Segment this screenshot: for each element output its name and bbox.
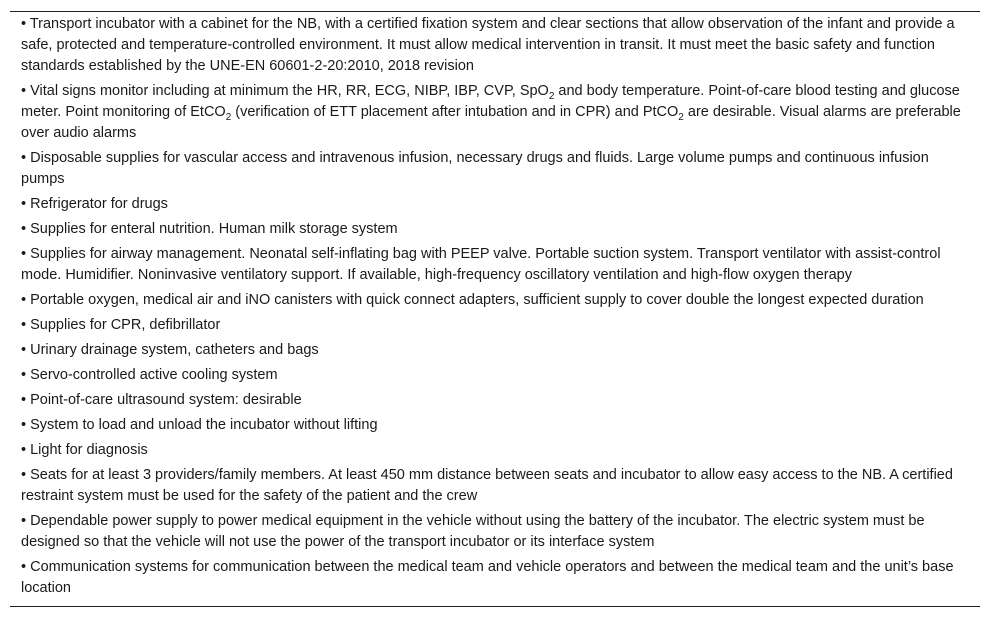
table-row [10,439,980,462]
row-text: (verification of ETT placement after intubation and in CPR) and PtCO [231,104,679,120]
row-text: • System to load and unload the incubator without lifting [21,417,378,433]
row-text: • Communication systems for communication between the medical team and vehicle operators and between the medical team and the unit’s base location [21,559,954,596]
table-row [10,414,980,437]
row-text: • Transport incubator with a cabinet for the NB, with a certified fixation system and clear sections that allow observation of the infant and provide a safe, protected and temperature-controlled environment. It must allow medical intervention in transit. It must meet the basic safety and function standards established by the UNE-EN 60601-2-20:2010, 2018 revision [21,16,955,74]
row-text: • Refrigerator for drugs [21,196,168,212]
row-text: • Light for diagnosis [21,442,148,458]
row-text: • Supplies for enteral nutrition. Human milk storage system [21,221,398,237]
subscript-text: 2 [678,112,684,123]
table-row [10,364,980,387]
table-row [10,389,980,412]
row-text: • Dependable power supply to power medical equipment in the vehicle without using the battery of the incubator. The electric system must be designed so that the vehicle will not use the power of the transport incubator or its interface system [21,513,925,550]
table-row [10,556,980,600]
table-row [10,218,980,241]
row-text: are desirable. Visual alarms are preferable over audio alarms [21,104,961,141]
row-text: • Portable oxygen, medical air and iNO canisters with quick connect adapters, sufficient supply to cover double the longest expected duration [21,292,924,308]
row-text: • Point-of-care ultrasound system: desirable [21,392,302,408]
requirements-table [10,11,980,607]
table-row [10,13,980,78]
row-text: • Supplies for CPR, defibrillator [21,317,221,333]
row-text: • Supplies for airway management. Neonatal self-inflating bag with PEEP valve. Portable suction system. Transport ventilator with assist-control mode. Humidifier. Noninvasive ventilatory support. If available, high-frequency oscillatory ventilation and high-flow oxygen therapy [21,246,941,283]
table-row [10,464,980,508]
subscript-text: 2 [548,91,555,102]
row-text: • Disposable supplies for vascular access and intravenous infusion, necessary drugs and fluids. Large volume pumps and continuous infusion pumps [21,150,929,187]
table-row [10,510,980,554]
table-row [10,339,980,362]
row-text: and body temperature. Point-of-care blood testing and glucose meter. Point monitoring of EtCO [21,83,960,120]
row-text: • Vital signs monitor including at minimum the HR, RR, ECG, NIBP, IBP, CVP, SpO [21,83,549,99]
table-row [10,193,980,216]
subscript-text: 2 [225,112,232,123]
table-row [10,289,980,312]
table-row [10,314,980,337]
table-row [10,80,980,145]
table-row [10,147,980,191]
row-text: • Urinary drainage system, catheters and bags [21,342,319,358]
row-text: • Servo-controlled active cooling system [21,367,278,383]
row-text: • Seats for at least 3 providers/family members. At least 450 mm distance between seats and incubator to allow easy access to the NB. A certified restraint system must be used for the safety of the patient and the crew [21,467,953,504]
table-row [10,243,980,287]
